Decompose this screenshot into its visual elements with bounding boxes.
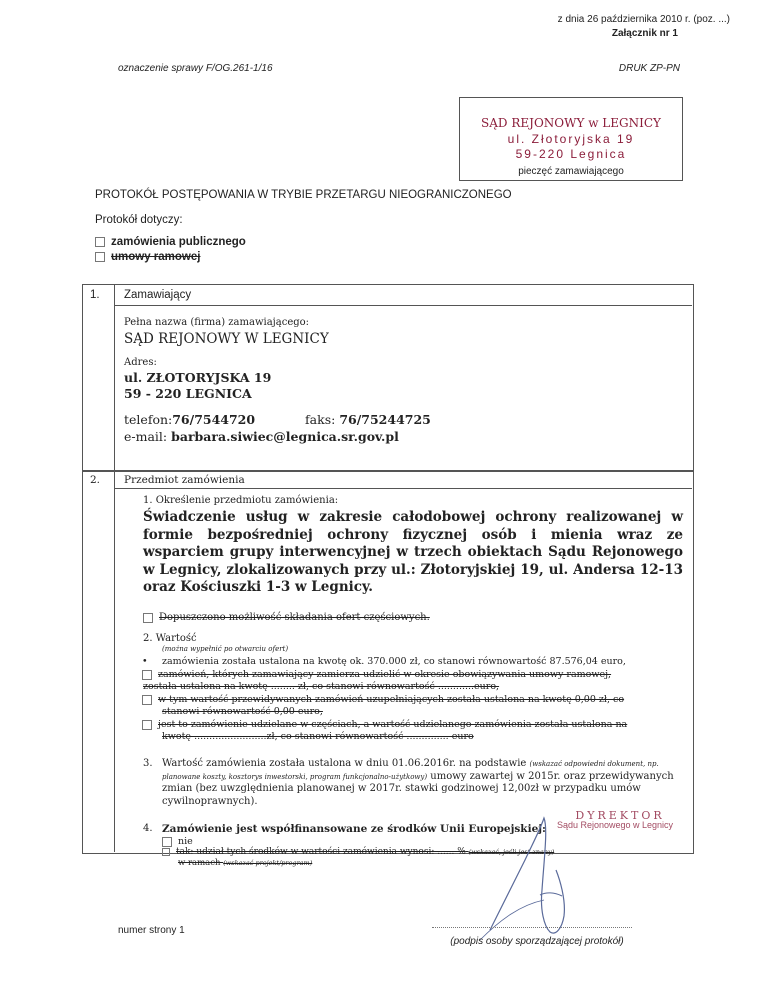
value-text: zamówienia została ustalona na kwotę ok. 370.000 zł, co stanowi równowartość 87.576,04 euro, [162, 656, 626, 667]
director-stamp-line1: DYREKTOR [575, 809, 665, 822]
signature-caption: (podpis osoby sporządzającej protokół) [450, 936, 624, 947]
phone-label: telefon: [124, 412, 173, 427]
item-3-note: (wskazać odpowiedni dokument, np. planowane koszty, kosztorys inwestorski, program funkcjonalno-użytkowy) [162, 760, 659, 781]
parts-value-text-a: jest to zamówienie udzielane w częściach, a wartość udzielanego zamówienia została ustalona na [158, 719, 628, 730]
section-2-heading: Przedmiot zamówienia [124, 474, 245, 486]
supplementary-value-text-a: w tym wartość przewidywanych zamówień uzupełniających została ustalona na kwotę 0,00 zł, co [158, 694, 625, 705]
partial-offers-label: Dopuszczono możliwość składania ofert częściowych. [159, 612, 430, 623]
checkbox-eu-funding-yes[interactable] [162, 848, 170, 856]
attachment-label: Załącznik nr 1 [611, 28, 678, 39]
section-1-heading: Zamawiający [124, 289, 192, 301]
section-2-divider [114, 470, 115, 852]
section-1-heading-rule [115, 305, 692, 306]
eu-funding-no-label: nie [178, 836, 193, 847]
item-3-text-a: Wartość zamówienia została ustalona w dniu 01.06.2016r. na podstawie [162, 758, 527, 769]
section-2-heading-rule [115, 488, 692, 489]
eu-funding-yes-note: (wskazać, jeśli jest znany) [468, 848, 555, 856]
contracting-authority-name: SĄD REJONOWY W LEGNICY [124, 331, 329, 347]
eu-funding-no-option [162, 836, 193, 847]
email-value: barbara.siwiec@legnica.sr.gov.pl [171, 429, 399, 444]
checkbox-framework-agreement[interactable] [95, 252, 105, 262]
checkbox-public-procurement[interactable] [95, 237, 105, 247]
option-framework-agreement-label: umowy ramowej [111, 251, 201, 263]
form-code: DRUK ZP-PN [618, 63, 680, 74]
concerns-label: Protokół dotyczy: [95, 214, 183, 226]
item-3-number: 3. [143, 758, 153, 769]
eu-program-label: w ramach [178, 858, 221, 868]
date-line: z dnia 26 października 2010 r. (poz. ...) [557, 14, 730, 25]
supplementary-value-option [142, 694, 624, 705]
subject-description: Świadczenie usług w zakresie całodobowej ochrony realizowanej w formie bezpośredniej ochrony fizycznej osób i mienia wraz ze wsparciem grupy interwencyjnej w trzech obiektach Sądu Rejonowego w Legnicy, zlokalizowanych przy ul.: Złotoryjskiej 19, ul. Andersa 12-13 oraz Kościuszki 1-3 w Legnicy. [143, 509, 683, 595]
checkbox-partial-offers[interactable] [143, 613, 153, 623]
page-number: numer strony 1 [118, 925, 185, 936]
stamp-box [459, 97, 683, 181]
parts-value-option [142, 719, 627, 730]
email-line [124, 429, 399, 444]
section-1-address-label: Adres: [124, 357, 157, 368]
document-title: PROTOKÓŁ POSTĘPOWANIA W TRYBIE PRZETARGU NIEOGRANICZONEGO [95, 189, 512, 201]
option-framework-agreement [95, 251, 200, 263]
item-4-number: 4. [143, 823, 153, 834]
signature-line [432, 927, 632, 928]
stamp-caption: pieczęć zamawiającego [518, 166, 624, 177]
checkbox-framework-value[interactable] [142, 670, 152, 680]
supplementary-value-text-b: stanowi równowartość 0,00 euro, [162, 706, 323, 717]
checkbox-supplementary-value[interactable] [142, 695, 152, 705]
checkbox-eu-funding-no[interactable] [162, 837, 172, 847]
fax-value: 76/75244725 [339, 412, 431, 427]
section-1-name-label: Pełna nazwa (firma) zamawiającego: [124, 317, 310, 328]
court-stamp-line3: 59-220 Legnica [515, 147, 627, 161]
value-line: • zamówienia została ustalona na kwotę ok. 370.000 zł, co stanowi równowartość 87.576,04 euro, [142, 656, 626, 667]
address-line-2: 59 - 220 LEGNICA [124, 386, 252, 401]
director-stamp-line2: Sądu Rejonowego w Legnicy [556, 820, 674, 830]
item-3-text [162, 758, 682, 808]
eu-program-line [178, 858, 312, 868]
phone-value: 76/7544720 [172, 412, 256, 427]
parts-value-text-b: kwotę ........................zł, co stanowi równowartość .............. euro [162, 731, 474, 742]
fax-label: faks: [305, 412, 336, 427]
item-3-text-b: umowy zawartej w 2015r. oraz przewidywanych zmian (bez uwzględnienia planowanej w 2017r. stawki godzinowej 12,00zł w przypadku umów cywilnoprawnych). [162, 770, 674, 807]
framework-value-option [142, 669, 611, 680]
option-public-procurement-label: zamówienia publicznego [111, 236, 246, 248]
value-label: 2. Wartość [143, 633, 197, 644]
section-1-divider [114, 284, 115, 470]
phone-fax-line [124, 412, 431, 427]
court-stamp-line1: SĄD REJONOWY w LEGNICY [481, 116, 661, 130]
signature-graphic [470, 800, 590, 940]
subject-label: 1. Określenie przedmiotu zamówienia: [143, 495, 339, 506]
checkbox-parts-value[interactable] [142, 720, 152, 730]
partial-offers-option [143, 612, 430, 623]
eu-funding-heading: Zamówienie jest współfinansowane ze środków Unii Europejskiej: [162, 823, 546, 835]
case-reference: oznaczenie sprawy F/OG.261-1/16 [118, 63, 273, 74]
framework-value-text-a: zamówień, których zamawiający zamierza udzielić w okresie obowiązywania umowy ramowej, [158, 669, 612, 680]
section-1-number: 1. [90, 289, 100, 301]
section-2-number: 2. [90, 474, 101, 486]
email-label: e-mail: [124, 429, 168, 444]
option-public-procurement [95, 236, 246, 248]
framework-value-text-b: została ustalona na kwotę ........ zł, co stanowi równowartość ............euro, [143, 681, 500, 692]
address-line-1: ul. ZŁOTORYJSKA 19 [124, 370, 272, 385]
value-note: (można wypełnić po otwarciu ofert) [162, 645, 289, 653]
eu-funding-yes-label: tak: udział tych środków w wartości zamówienia wynosi: ...... % [176, 847, 466, 857]
eu-program-note: (wskazać projekt/program) [223, 859, 313, 867]
court-stamp-line2: ul. Złotoryjska 19 [507, 132, 635, 146]
